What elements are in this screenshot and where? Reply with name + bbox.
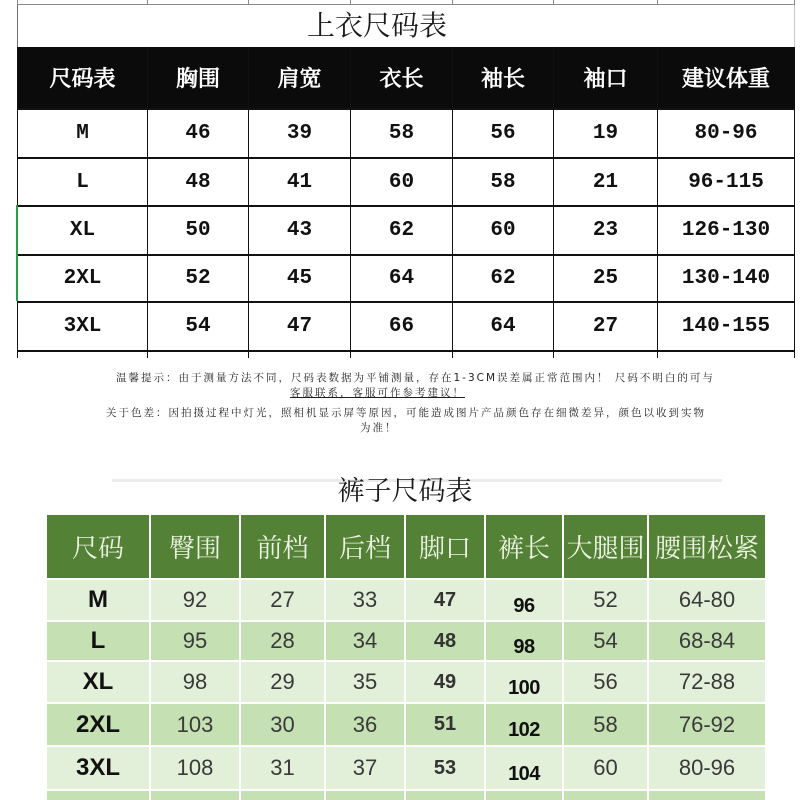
weight-cell: 140-155 xyxy=(658,303,794,350)
chest-cell: 46 xyxy=(148,110,248,157)
pants-size-chart xyxy=(47,515,765,800)
empty-cell xyxy=(326,791,404,800)
weight-cell: 126-130 xyxy=(658,207,794,254)
leg-opening-cell: 47 xyxy=(406,580,484,620)
pants-length-value: 98 xyxy=(513,635,535,658)
empty-cell xyxy=(18,0,147,4)
pants-length-cell xyxy=(486,747,562,789)
header-leg-opening: 脚口 xyxy=(406,515,484,578)
back-rise-cell: 33 xyxy=(326,580,404,620)
empty-cell xyxy=(564,791,647,800)
pants-length-cell xyxy=(486,580,562,620)
hip-cell: 92 xyxy=(151,580,239,620)
empty-cell xyxy=(151,791,239,800)
waist-cell: 68-84 xyxy=(649,622,765,660)
hip-cell: 95 xyxy=(151,622,239,660)
front-rise-cell: 28 xyxy=(241,622,324,660)
size-cell: 3XL xyxy=(47,747,149,789)
empty-cell xyxy=(148,0,248,4)
front-rise-cell: 31 xyxy=(241,747,324,789)
pants-length-value: 104 xyxy=(508,762,540,785)
size-cell: L xyxy=(47,622,149,660)
leg-opening-cell: 51 xyxy=(406,704,484,745)
shoulder-cell: 45 xyxy=(249,256,350,301)
chest-cell: 50 xyxy=(148,207,248,254)
header-hip: 臀围 xyxy=(151,515,239,578)
color-difference-line-1: 关于色差：因拍摄过程中灯光，照相机显示屏等原因，可能造成图片产品颜色存在细微差异，颜色以收到实物 xyxy=(106,407,706,419)
size-tip-line-1: 温馨提示：由于测量方法不同，尺码表数据为平铺测量，存在1-3CM误差属正常范围内！ 尺码不明白的可与 xyxy=(116,372,715,384)
cell-selection-marker xyxy=(16,205,18,301)
color-difference-line-2: 为准！ xyxy=(360,422,398,434)
empty-cell xyxy=(554,0,657,4)
empty-cell xyxy=(148,352,248,358)
empty-cell xyxy=(249,0,350,4)
header-chest: 胸围 xyxy=(148,47,248,108)
top-chart-title: 上衣尺码表 xyxy=(306,9,447,42)
header-weight: 建议体重 xyxy=(658,47,794,108)
header-waist-elastic: 腰围松紧 xyxy=(649,515,765,578)
length-cell: 58 xyxy=(351,110,452,157)
header-front-rise: 前档 xyxy=(241,515,324,578)
sleeve-cell: 64 xyxy=(453,303,553,350)
back-rise-cell: 36 xyxy=(326,704,404,745)
header-size: 尺码表 xyxy=(18,47,147,108)
size-cell: 3XL xyxy=(18,303,147,350)
empty-cell xyxy=(47,791,149,800)
shoulder-cell: 43 xyxy=(249,207,350,254)
pants-length-cell xyxy=(486,622,562,660)
front-rise-cell: 30 xyxy=(241,704,324,745)
cuff-cell: 25 xyxy=(554,256,657,301)
empty-cell xyxy=(351,352,452,358)
shoulder-cell: 39 xyxy=(249,110,350,157)
thigh-cell: 58 xyxy=(564,704,647,745)
header-length: 衣长 xyxy=(351,47,452,108)
empty-cell xyxy=(406,791,484,800)
waist-cell: 76-92 xyxy=(649,704,765,745)
hip-cell: 108 xyxy=(151,747,239,789)
cuff-cell: 21 xyxy=(554,159,657,205)
size-cell: 2XL xyxy=(47,704,149,745)
weight-cell: 80-96 xyxy=(658,110,794,157)
empty-cell xyxy=(453,352,553,358)
header-back-rise: 后档 xyxy=(326,515,404,578)
pants-length-cell xyxy=(486,704,562,745)
cuff-cell: 19 xyxy=(554,110,657,157)
front-rise-cell: 29 xyxy=(241,662,324,702)
size-cell: XL xyxy=(18,207,147,254)
empty-cell xyxy=(241,791,324,800)
empty-cell xyxy=(351,0,452,4)
pants-length-value: 100 xyxy=(508,676,540,699)
header-pants-length: 裤长 xyxy=(486,515,562,578)
empty-cell xyxy=(554,352,657,358)
size-cell: M xyxy=(18,110,147,157)
back-rise-cell: 37 xyxy=(326,747,404,789)
pants-length-value: 102 xyxy=(508,719,540,741)
empty-cell xyxy=(486,791,562,800)
leg-opening-cell: 48 xyxy=(406,622,484,660)
header-cuff: 袖口 xyxy=(554,47,657,108)
waist-cell: 72-88 xyxy=(649,662,765,702)
length-cell: 66 xyxy=(351,303,452,350)
header-thigh: 大腿围 xyxy=(564,515,647,578)
size-cell: M xyxy=(47,580,149,620)
front-rise-cell: 27 xyxy=(241,580,324,620)
cuff-cell: 27 xyxy=(554,303,657,350)
weight-cell: 96-115 xyxy=(658,159,794,205)
size-cell: L xyxy=(18,159,147,205)
size-cell: 2XL xyxy=(18,256,147,301)
empty-cell xyxy=(453,0,553,4)
empty-cell xyxy=(18,352,147,358)
sleeve-cell: 62 xyxy=(453,256,553,301)
hip-cell: 103 xyxy=(151,704,239,745)
shoulder-cell: 41 xyxy=(249,159,350,205)
leg-opening-cell: 49 xyxy=(406,662,484,702)
back-rise-cell: 34 xyxy=(326,622,404,660)
size-cell: XL xyxy=(47,662,149,702)
back-rise-cell: 35 xyxy=(326,662,404,702)
empty-cell xyxy=(249,352,350,358)
thigh-cell: 52 xyxy=(564,580,647,620)
waist-cell: 64-80 xyxy=(649,580,765,620)
empty-cell xyxy=(658,352,794,358)
sleeve-cell: 60 xyxy=(453,207,553,254)
header-size: 尺码 xyxy=(47,515,149,578)
pants-length-value: 96 xyxy=(513,594,535,617)
size-tip-line-2: 客服联系，客服可作参考建议！ xyxy=(290,387,465,399)
waist-cell: 80-96 xyxy=(649,747,765,789)
header-sleeve: 袖长 xyxy=(453,47,553,108)
pants-length-cell xyxy=(486,662,562,702)
empty-cell xyxy=(658,0,794,4)
shoulder-cell: 47 xyxy=(249,303,350,350)
empty-cell xyxy=(649,791,765,800)
thigh-cell: 60 xyxy=(564,747,647,789)
sleeve-cell: 56 xyxy=(453,110,553,157)
chest-cell: 52 xyxy=(148,256,248,301)
thigh-cell: 56 xyxy=(564,662,647,702)
chest-cell: 54 xyxy=(148,303,248,350)
header-shoulder: 肩宽 xyxy=(249,47,350,108)
chest-cell: 48 xyxy=(148,159,248,205)
weight-cell: 130-140 xyxy=(658,256,794,301)
pants-chart-title: 裤子尺码表 xyxy=(337,476,473,507)
hip-cell: 98 xyxy=(151,662,239,702)
top-size-chart xyxy=(17,47,795,358)
leg-opening-cell: 53 xyxy=(406,747,484,789)
length-cell: 62 xyxy=(351,207,452,254)
thigh-cell: 54 xyxy=(564,622,647,660)
cuff-cell: 23 xyxy=(554,207,657,254)
length-cell: 60 xyxy=(351,159,452,205)
sleeve-cell: 58 xyxy=(453,159,553,205)
length-cell: 64 xyxy=(351,256,452,301)
